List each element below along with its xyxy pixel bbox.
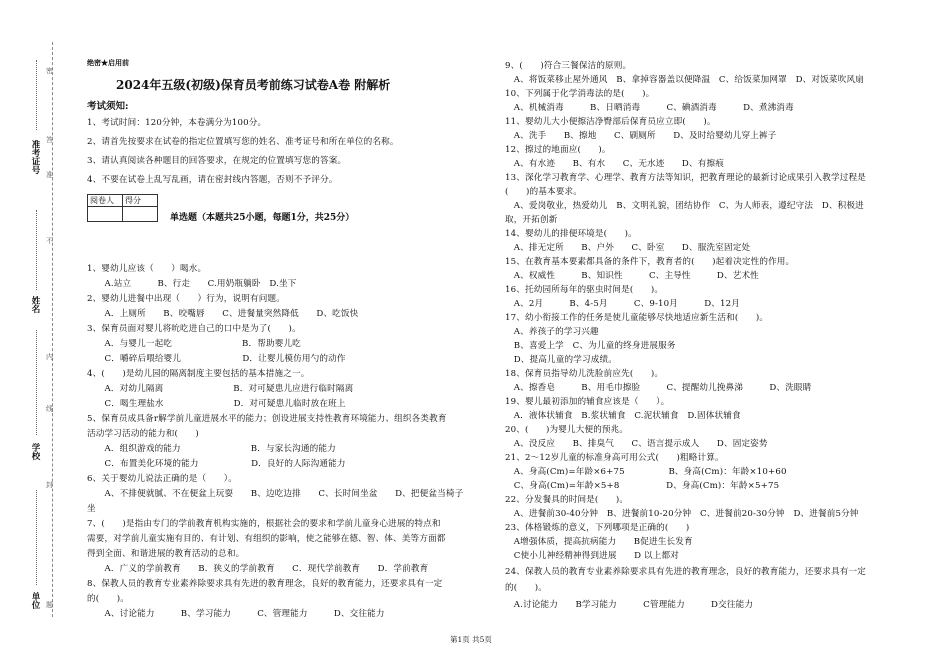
left-line: 坐	[87, 504, 96, 514]
right-line: A、将饭菜移止屋外通风 B、拿掉容器盖以便降温 C、给饭菜加网罩 D、对饭菜吹风扇	[505, 75, 864, 85]
score-table	[87, 194, 158, 222]
right-line: 22、分发餐具的时间是( )。	[505, 495, 629, 505]
school-label: 学校	[30, 443, 40, 460]
right-line: A增强体质，提高抗病能力 B促进生长发育	[505, 537, 693, 547]
ticket-number-label: 准考证号	[30, 140, 40, 174]
right-line: A、2月 B、4-5月 C、9-10月 D、12月	[505, 299, 741, 309]
left-line: 4、( )是幼儿园的隔离制度主要包括的基本措施之一。	[87, 369, 310, 379]
left-line: 2、婴幼儿进餐中出现（ ）行为，说明有问题。	[87, 294, 285, 304]
grader-cell[interactable]	[88, 207, 123, 222]
left-line: A、讨论能力 B、学习能力 C、管理能力 D、交往能力	[87, 609, 385, 619]
right-line: 11、婴幼儿大小便擦洁净臀部后保育员应立即( )。	[505, 117, 716, 127]
score-header: 得分	[123, 195, 158, 207]
name-fill-line[interactable]	[36, 210, 37, 290]
seal-char-1: 密	[46, 67, 53, 75]
page-footer: 第1页 共5页	[450, 635, 492, 644]
seal-char-8: 题	[46, 601, 53, 609]
left-line: C．喝生理盐水 D．对可疑患儿临时放在班上	[87, 399, 346, 409]
left-line: 8、保教人员的教育专业素养除要求具有先进的教育理念，良好的教育能力，还要求具有一定	[87, 579, 443, 589]
unit-label: 单位	[30, 592, 40, 609]
instruction-1: 1、考试时间：120分钟，本卷满分为100分。	[87, 118, 267, 128]
school-fill-line[interactable]	[36, 330, 37, 435]
left-line: C．嚼碎后喂给婴儿 D．让婴儿模仿用勺的动作	[87, 354, 346, 364]
left-line: A．广义的学前教育 B．狭义的学前教育 C．现代学前教育 D．学前教育	[87, 564, 429, 574]
ticket-fill-line[interactable]	[36, 60, 37, 130]
secret-mark: 绝密★启用前	[87, 58, 129, 67]
right-line: A、有水迹 B、有水 C、无水迹 D、有擦痕	[505, 159, 724, 169]
seal-char-5: 不	[46, 237, 53, 245]
left-line: 3、保育员面对婴儿将吮吃进自己的口中是为了( )。	[87, 324, 301, 334]
left-line: A、不排便就腻、不在便盆上玩耍 B、边吃边排 C、长时间坐盆 D、把便盆当椅子	[87, 489, 464, 499]
right-line: A、养孩子的学习兴趣	[505, 327, 599, 337]
right-line: 19、婴儿最初添加的辅食应该是（ ）。	[505, 397, 670, 407]
seal-char-3: 线	[46, 405, 53, 413]
right-line: C、身高(Cm)=年龄×5+8 D、身高(Cm)：年龄×5+75	[505, 481, 780, 491]
left-line: A．与婴儿一起吃 B．帮助婴儿吃	[87, 339, 301, 349]
right-line: A、擦香皂 B、用毛巾擦脸 C、提醒幼儿挽鼻涕 D、洗眼睛	[505, 383, 812, 393]
seal-char-7: 答	[46, 136, 53, 144]
seal-char-6: 准	[46, 171, 53, 179]
left-line: C．布置美化环境的能力 D．良好的人际沟通能力	[87, 459, 346, 469]
right-line: 24、保教人员的教育专业素养除要求具有先进的教育理念，良好的教育能力，还要求具有一定	[505, 567, 866, 577]
right-line: 取，开拓创新	[505, 215, 558, 225]
left-line: A．上厕所 B、咬嘴唇 C、进餐量突然降低 D、吃饭快	[87, 309, 359, 319]
right-line: A.讨论能力 B学习能力 C管理能力 D交往能力	[505, 600, 754, 610]
left-line: 得到全面、和谐进展的教育活动的总和。	[87, 549, 245, 559]
right-line: 23、体格锻炼的意义，下列哪项是正确的( )	[505, 523, 690, 533]
left-line: 7、( )是指由专门的学前教育机构实施的，根据社会的要求和学前儿童身心进展的特点和	[87, 519, 441, 529]
right-line: B、喜爱上学 C、为儿童的终身进展服务	[505, 341, 676, 351]
right-line: 15、在教育基本要素都具备的条件下，教育者的( )起着决定性的作用。	[505, 257, 795, 267]
right-line: 12、擦过的地面应( )。	[505, 145, 611, 155]
left-line: 1、婴幼儿应该（ ）喝水。	[87, 264, 207, 274]
instruction-4: 4、不要在试卷上乱写乱画，请在密封线内答题，否则不予评分。	[87, 175, 338, 185]
seal-char-4: 内	[46, 353, 53, 361]
right-line: 9、( )符合三餐保洁的原则。	[505, 61, 632, 71]
instructions-heading: 考试须知:	[87, 101, 129, 112]
score-cell[interactable]	[123, 207, 158, 222]
right-line: 20、( )为婴儿大便的预兆。	[505, 425, 629, 435]
unit-fill-line[interactable]	[36, 490, 37, 585]
left-line: 的( )。	[87, 594, 129, 604]
left-line: 5、保育员成具备r解学前儿童进展水平的能力；创设进展支持性教育环境能力、组织各类教育	[87, 414, 447, 424]
right-line: 17、幼小衔接工作的任务是使儿童能够尽快地适应新生活和( )。	[505, 313, 769, 323]
right-line: C使小儿神经精神得到进展 D 以上都对	[505, 551, 680, 561]
instruction-2: 2、请首先按要求在试卷的指定位置填写您的姓名、准考证号和所在单位的名称。	[87, 137, 399, 147]
instruction-3: 3、请认真阅读各种题目的回答要求，在规定的位置填写您的答案。	[87, 156, 347, 166]
right-line: A、爱岗敬业，热爱幼儿 B、文明礼貌，团结协作 C、为人师表，遵纪守法 D、积极进	[505, 201, 864, 211]
section-heading: 单选题（本题共25小题，每题1分，共25分）	[170, 213, 355, 223]
right-line: A．液体状辅食 B.浆状辅食 C.泥状辅食 D.固体状辅食	[505, 411, 741, 421]
right-line: A、身高(Cm)=年龄×6+75 B、身高(Cm)：年龄×10+60	[505, 467, 787, 477]
left-line: A.站立 B、行走 C.用奶瓶躺卧 D.坐下	[87, 279, 297, 289]
page-title: 2024年五级(初级)保育员考前练习试卷A卷 附解析	[116, 78, 391, 92]
seal-line	[52, 42, 53, 617]
right-line: A、进餐前30-40分钟 B、进餐前10-20分钟 C、进餐前20-30分钟 D、进餐前5分钟	[505, 509, 859, 519]
right-line: D、提高儿童的学习成绩。	[505, 355, 617, 365]
right-line: A、排无定所 B、户外 C、卧室 D、服洗室固定处	[505, 243, 751, 253]
right-line: A、权威性 B、知识性 C、主导性 D、艺术性	[505, 271, 759, 281]
left-line: A．对幼儿隔离 B．对可疑患儿应进行临时隔离	[87, 384, 354, 394]
name-label: 姓名	[30, 296, 40, 313]
right-line: A、洗手 B、擦地 C、刷厕所 D、及时给婴幼儿穿上裤子	[505, 131, 777, 141]
left-line: 需要，对学前儿童实施有目的、有计划、有组织的影响，使之能够在德、智、体、美等方面都	[87, 534, 446, 544]
right-line: 14、婴幼儿的排便环境是( )。	[505, 229, 637, 239]
seal-char-2: 封	[46, 481, 53, 489]
grader-header: 阅卷人	[88, 195, 123, 207]
right-line: 18、保育员指导幼儿洗脸前应先( )。	[505, 369, 664, 379]
right-line: 10、下列属于化学消毒法的是( )。	[505, 89, 655, 99]
left-line: 活动学习活动的能力和( )	[87, 429, 199, 439]
right-line: 21、2～12岁儿童的标准身高可用公式( )粗略计算。	[505, 453, 724, 463]
right-line: ( )的基本要求。	[505, 187, 582, 197]
right-line: A、机械消毒 B、日晒消毒 C、碘酒消毒 D、煮沸消毒	[505, 103, 794, 113]
left-line: 6、关于婴幼儿说法正确的是（ ）。	[87, 474, 237, 484]
left-line: A．组织游戏的能力 B．与家长沟通的能力	[87, 444, 336, 454]
right-line: 16、托幼园所每年的驱虫时间是( )。	[505, 285, 664, 295]
right-line: 的( )。	[505, 583, 547, 593]
right-line: A、没反应 B、排臭气 C、语言提示成人 D、固定姿势	[505, 439, 768, 449]
right-line: 13、深化学习教育学、心理学、教育方法等知识，把教育理论的最新讨论成果引入教学过程是	[505, 173, 866, 183]
